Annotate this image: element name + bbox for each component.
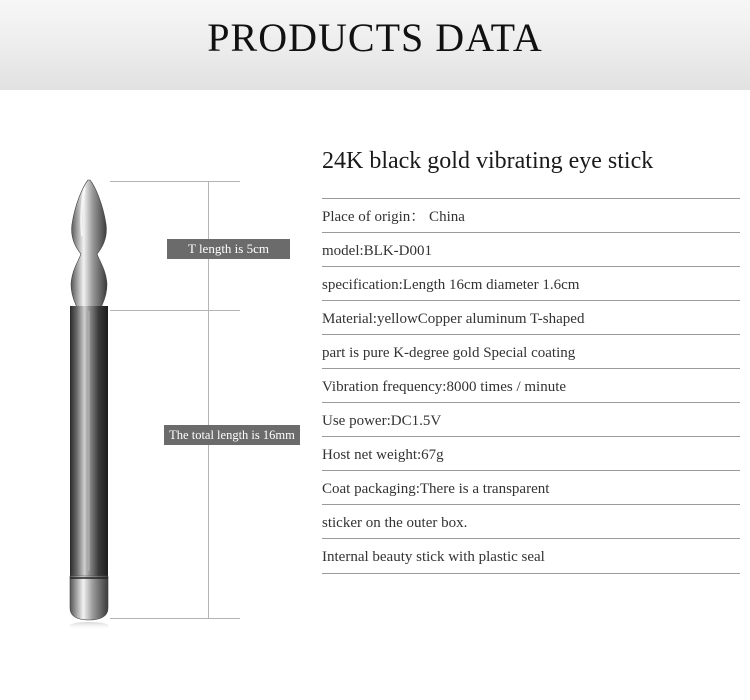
spec-row: Vibration frequency:8000 times / minute xyxy=(322,368,740,402)
header-banner xyxy=(0,0,750,90)
spec-row: Material:yellowCopper aluminum T-shaped xyxy=(322,300,740,334)
spec-list xyxy=(322,198,740,574)
spec-row: model:BLK-D001 xyxy=(322,232,740,266)
measure-mid-line xyxy=(110,310,240,311)
page-title: PRODUCTS DATA xyxy=(207,15,543,60)
spec-row: Coat packaging:There is a transparent xyxy=(322,470,740,504)
t-length-label: T length is 5cm xyxy=(167,239,290,259)
eye-stick-image xyxy=(55,176,125,646)
measure-bottom-line xyxy=(110,618,240,619)
spec-row: sticker on the outer box. xyxy=(322,504,740,538)
measure-top-line xyxy=(110,181,240,182)
product-title: 24K black gold vibrating eye stick xyxy=(322,148,654,174)
spec-row: Use power:DC1.5V xyxy=(322,402,740,436)
spec-row: Host net weight:67g xyxy=(322,436,740,470)
spec-row: specification:Length 16cm diameter 1.6cm xyxy=(322,266,740,300)
total-length-label: The total length is 16mm xyxy=(164,425,300,445)
spec-row: part is pure K-degree gold Special coating xyxy=(322,334,740,368)
spec-row: Place of origin： China xyxy=(322,198,740,232)
spec-row: Internal beauty stick with plastic seal xyxy=(322,538,740,574)
